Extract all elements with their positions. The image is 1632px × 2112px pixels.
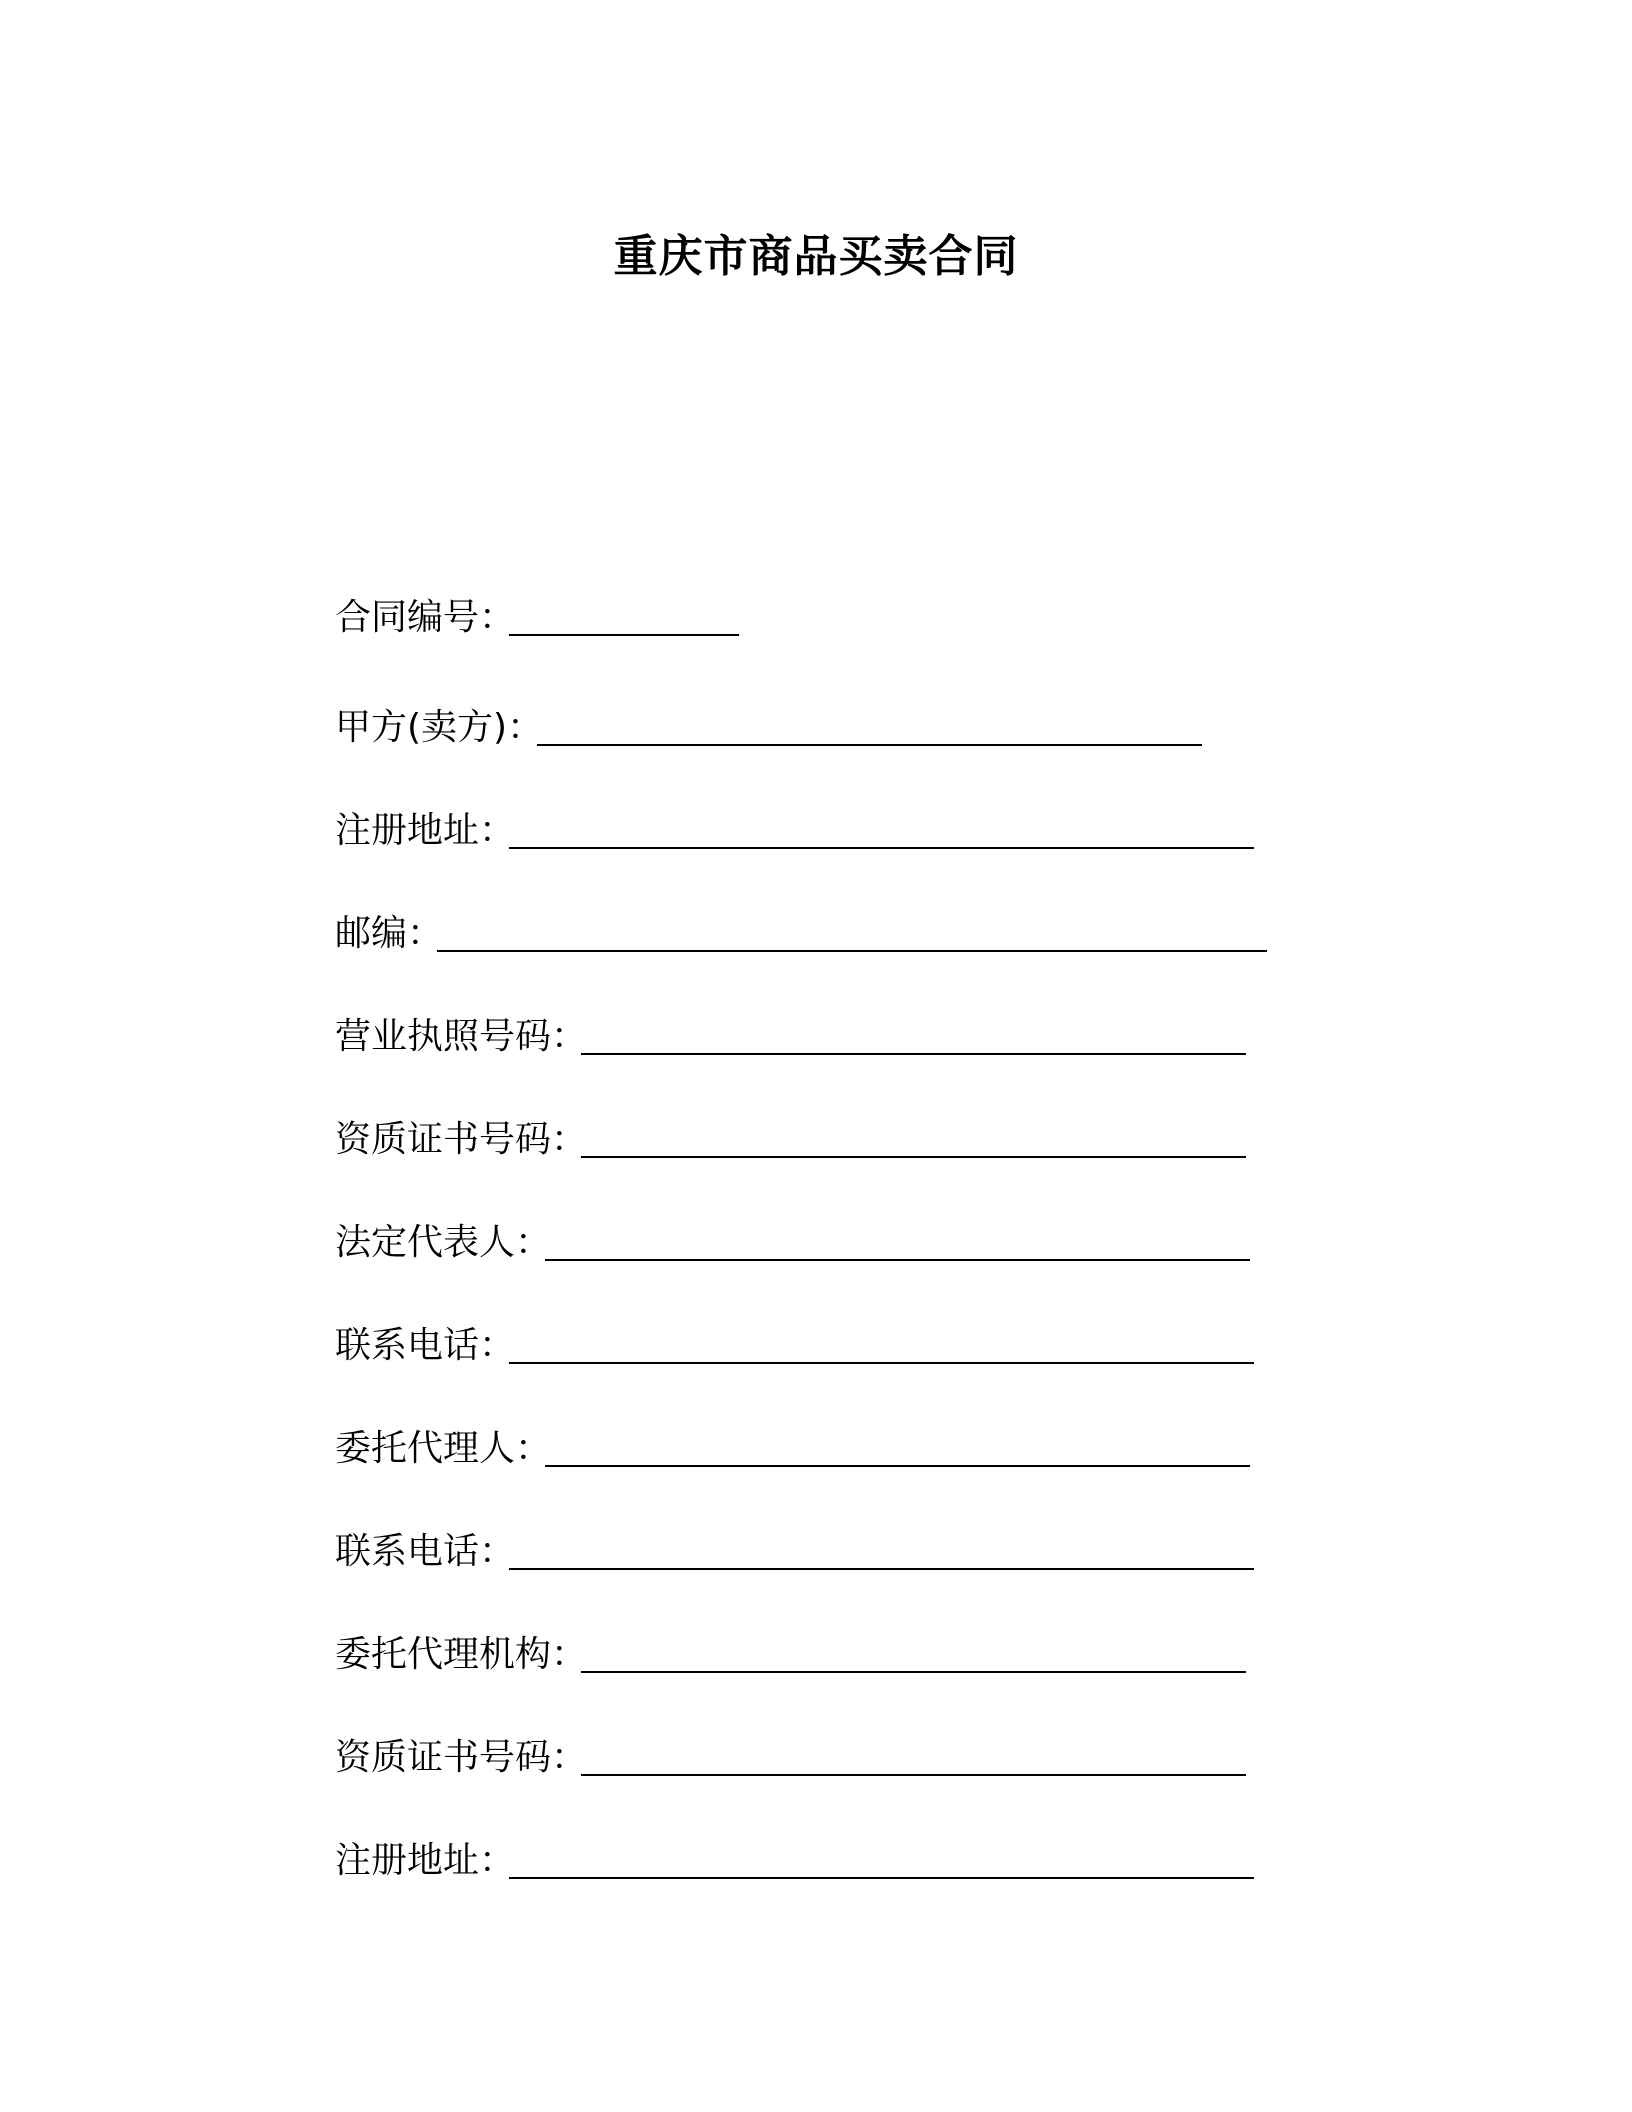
field-qualification-certificate-number <box>335 1114 1246 1164</box>
field-blank-line[interactable] <box>581 1156 1246 1158</box>
field-blank-line[interactable] <box>509 1362 1254 1364</box>
field-colon: ： <box>479 597 516 638</box>
field-colon: ： <box>551 1634 588 1675</box>
field-business-license-number <box>335 1011 1246 1061</box>
field-blank-line[interactable] <box>509 1568 1254 1570</box>
field-label: 委托代理人 <box>335 1428 516 1469</box>
field-blank-line[interactable] <box>509 847 1254 849</box>
field-agency-registered-address <box>335 1835 1254 1885</box>
field-legal-representative <box>335 1217 1250 1267</box>
field-blank-line[interactable] <box>537 744 1202 746</box>
field-label: 联系电话 <box>335 1531 480 1572</box>
field-label: 联系电话 <box>335 1325 480 1366</box>
document-title: 重庆市商品买卖合同 <box>613 231 1019 282</box>
field-colon: ： <box>551 1016 588 1057</box>
field-colon: ： <box>479 1325 516 1366</box>
field-label: 注册地址 <box>335 810 480 851</box>
field-blank-line[interactable] <box>581 1053 1246 1055</box>
field-blank-line[interactable] <box>437 950 1267 952</box>
field-postcode <box>335 908 1267 958</box>
field-label: 甲方(卖方) <box>335 707 508 748</box>
field-colon: ： <box>551 1119 588 1160</box>
field-blank-line[interactable] <box>581 1774 1246 1776</box>
field-agency-qualification-certificate-number <box>335 1732 1246 1782</box>
field-contract-number <box>335 592 739 642</box>
field-label: 法定代表人 <box>335 1222 516 1263</box>
field-blank-line[interactable] <box>509 1877 1254 1879</box>
field-label: 资质证书号码 <box>335 1119 552 1160</box>
field-blank-line[interactable] <box>545 1259 1250 1261</box>
field-authorized-agent <box>335 1423 1250 1473</box>
field-contact-phone <box>335 1320 1254 1370</box>
field-colon: ： <box>407 913 444 954</box>
field-label: 注册地址 <box>335 1840 480 1881</box>
field-colon: ： <box>551 1737 588 1778</box>
field-colon: ： <box>515 1428 552 1469</box>
field-label: 委托代理机构 <box>335 1634 552 1675</box>
field-label: 邮编 <box>335 913 408 954</box>
field-contact-phone-agent <box>335 1526 1254 1576</box>
field-colon: ： <box>515 1222 552 1263</box>
field-authorized-agency <box>335 1629 1246 1679</box>
field-party-a-seller <box>335 702 1202 752</box>
field-blank-line[interactable] <box>545 1465 1250 1467</box>
field-colon: ： <box>479 1531 516 1572</box>
field-colon: ： <box>479 1840 516 1881</box>
field-blank-line[interactable] <box>581 1671 1246 1673</box>
field-colon: ： <box>479 810 516 851</box>
field-label: 营业执照号码 <box>335 1016 552 1057</box>
field-registered-address <box>335 805 1254 855</box>
field-blank-line[interactable] <box>509 634 739 636</box>
field-label: 合同编号 <box>335 597 480 638</box>
field-label: 资质证书号码 <box>335 1737 552 1778</box>
field-colon: ： <box>507 707 544 748</box>
